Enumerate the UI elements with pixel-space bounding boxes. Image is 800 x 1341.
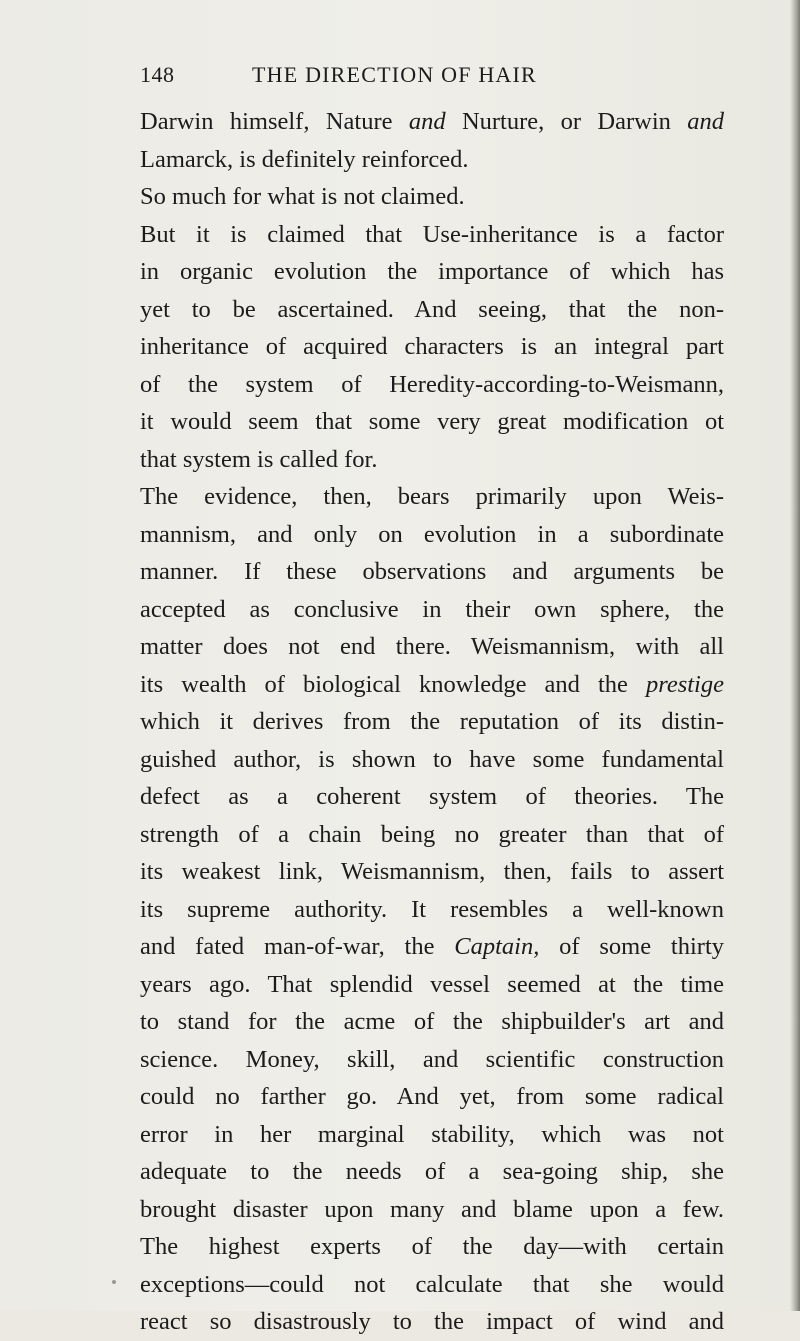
text-segment: Nurture, or Darwin — [445, 108, 688, 135]
text-line — [140, 1303, 724, 1341]
text-segment: and fated man-of-war, the — [140, 933, 455, 960]
text-segment: of the system of Heredity-according-to-Weismann, — [140, 370, 724, 398]
text-segment: brought disaster upon many and blame upon a few. — [140, 1195, 724, 1223]
text-line — [140, 1153, 724, 1191]
text-line — [140, 1266, 724, 1304]
text-segment: could no farther go. And yet, from some radical — [140, 1083, 724, 1110]
text-line — [140, 591, 724, 629]
page-edge-shadow — [790, 0, 800, 1311]
text-line — [140, 441, 724, 479]
italic-text: prestige — [645, 670, 724, 698]
text-segment: its wealth of biological knowledge and the — [140, 670, 646, 698]
text-segment: Darwin himself, Nature — [140, 108, 409, 135]
text-segment: manner. If these observations and arguments be — [140, 558, 724, 585]
text-line — [140, 966, 724, 1004]
text-segment: So much for what is not claimed. — [140, 183, 465, 210]
text-segment: that system is called for. — [140, 445, 378, 473]
text-line — [140, 291, 724, 329]
text-line — [140, 141, 724, 179]
text-line — [140, 178, 724, 216]
text-segment: it would seem that some very great modification ot — [140, 408, 724, 435]
text-line — [140, 891, 724, 929]
italic-text: and — [687, 108, 725, 135]
italic-text: Captain, — [454, 933, 540, 960]
body-text — [140, 103, 724, 1341]
text-segment: mannism, and only on evolution in a subordinate — [140, 520, 724, 548]
text-line — [140, 516, 724, 554]
text-line — [140, 778, 724, 816]
text-segment: yet to be ascertained. And seeing, that the non- — [140, 295, 724, 323]
text-line — [140, 1041, 724, 1079]
text-segment: exceptions—could not calculate that she would — [140, 1270, 724, 1298]
page-number: 148 — [140, 62, 175, 87]
text-segment: to stand for the acme of the shipbuilder's art and — [140, 1008, 724, 1035]
text-line — [140, 928, 724, 966]
text-line — [140, 741, 724, 779]
text-line — [140, 853, 724, 891]
text-segment: Lamarck, is definitely reinforced. — [140, 145, 469, 173]
text-line — [140, 628, 724, 666]
italic-text: and — [408, 108, 446, 135]
text-segment: inheritance of acquired characters is an integral part — [140, 333, 724, 360]
text-line — [140, 253, 724, 291]
text-line — [140, 1228, 724, 1266]
text-line — [140, 478, 724, 516]
text-line — [140, 366, 724, 404]
text-segment: matter does not end there. Weismannism, with all — [140, 633, 724, 660]
text-line — [140, 553, 724, 591]
page-header — [140, 62, 722, 94]
text-segment: react so disastrously to the impact of wind and — [140, 1308, 724, 1335]
text-segment: strength of a chain being no greater than that of — [140, 820, 724, 848]
running-head: THE DIRECTION OF HAIR — [252, 62, 537, 87]
text-line — [140, 103, 724, 141]
paper-spot — [112, 1280, 116, 1284]
text-line — [140, 816, 724, 854]
text-segment: But it is claimed that Use-inheritance is a factor — [140, 220, 724, 248]
text-segment: The evidence, then, bears primarily upon Weis- — [140, 483, 724, 510]
text-line — [140, 328, 724, 366]
text-line — [140, 703, 724, 741]
text-segment: accepted as conclusive in their own sphere, the — [140, 595, 724, 623]
text-line — [140, 1078, 724, 1116]
text-line — [140, 1191, 724, 1229]
text-segment: of some thirty — [539, 933, 724, 960]
text-segment: science. Money, skill, and scientific construction — [140, 1045, 724, 1073]
text-segment: years ago. That splendid vessel seemed at the time — [140, 970, 724, 998]
text-segment: its supreme authority. It resembles a well-known — [140, 895, 724, 923]
text-line — [140, 666, 724, 704]
text-segment: its weakest link, Weismannism, then, fails to assert — [140, 858, 724, 885]
text-segment: The highest experts of the day—with certain — [140, 1233, 724, 1260]
text-segment: defect as a coherent system of theories. The — [140, 783, 724, 810]
text-segment: error in her marginal stability, which was not — [140, 1120, 724, 1148]
text-segment: guished author, is shown to have some fundamental — [140, 745, 724, 773]
text-segment: which it derives from the reputation of its distin- — [140, 708, 724, 735]
text-line — [140, 403, 724, 441]
text-line — [140, 1116, 724, 1154]
text-segment: in organic evolution the importance of which has — [140, 258, 724, 285]
text-segment: adequate to the needs of a sea-going ship, she — [140, 1158, 724, 1185]
text-line — [140, 1003, 724, 1041]
text-line — [140, 216, 724, 254]
